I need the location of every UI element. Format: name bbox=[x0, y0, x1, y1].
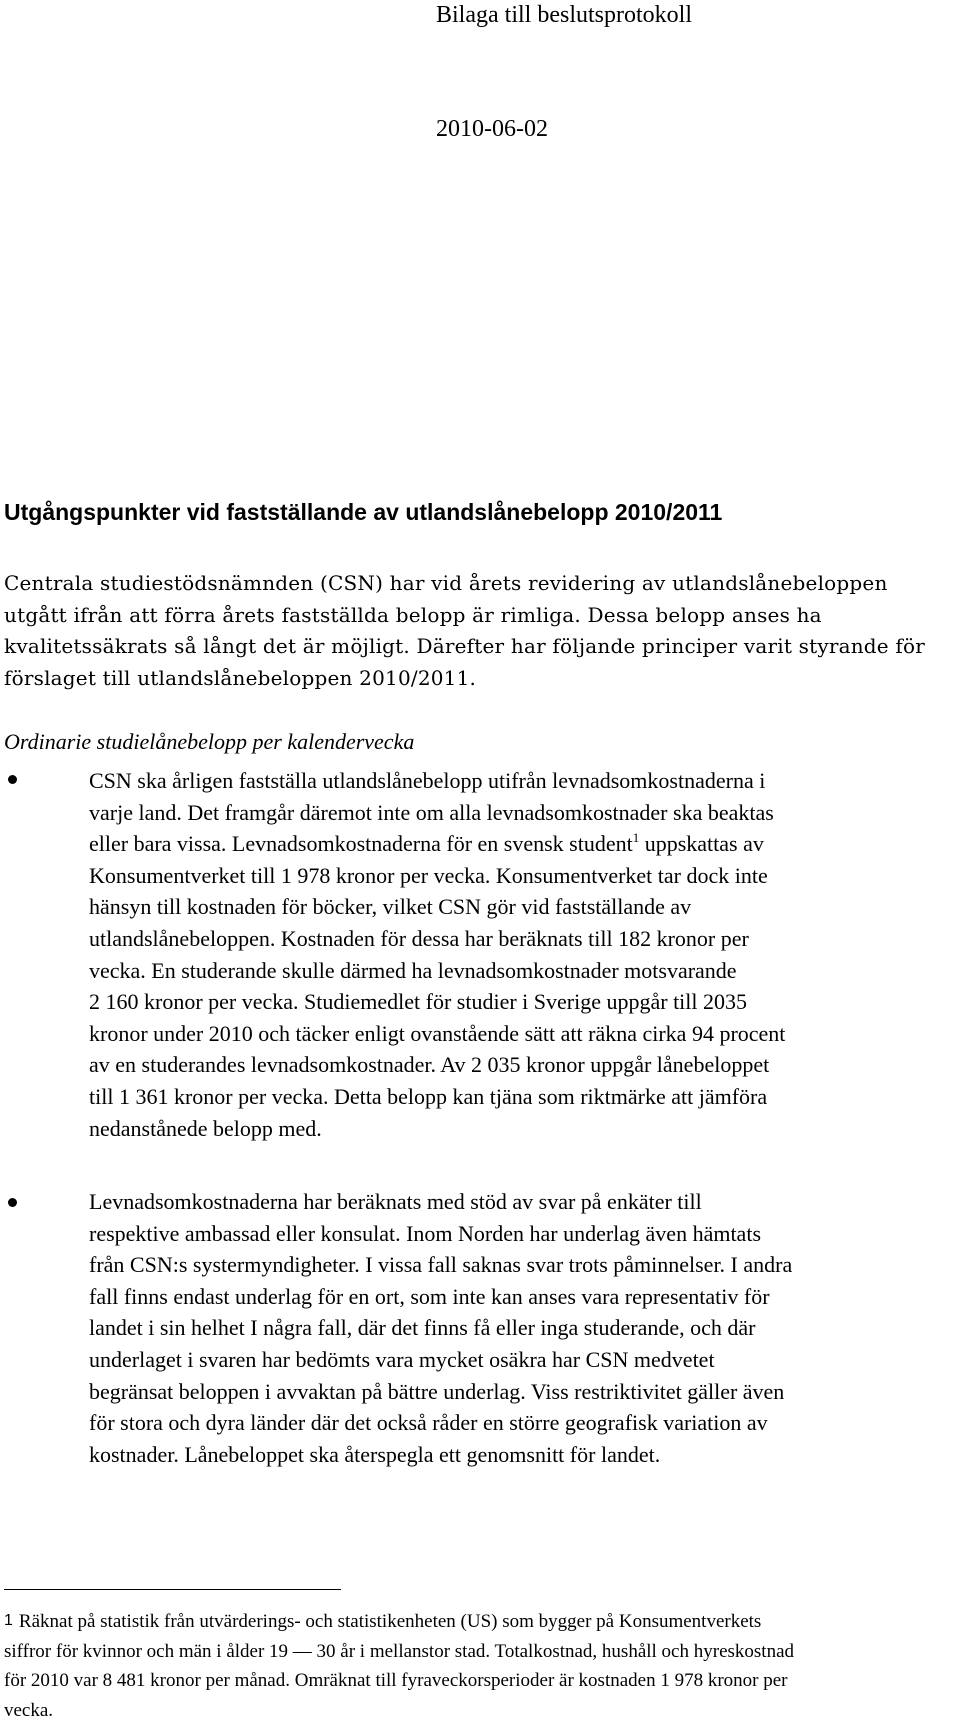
footnote-reference[interactable]: 1 bbox=[633, 830, 640, 845]
bullet-line: Konsumentverket till 1 978 kronor per vecka. Konsumentverket tar dock inte bbox=[89, 860, 955, 892]
bullet-text bbox=[89, 1186, 955, 1470]
footnote bbox=[4, 1606, 956, 1725]
bullet-line: från CSN:s systermyndigheter. I vissa fall saknas svar trots påminnelser. I andra bbox=[89, 1249, 955, 1281]
bullet-line: respektive ambassad eller konsulat. Inom Norden har underlag även hämtats bbox=[89, 1218, 955, 1250]
bullet-line: till 1 361 kronor per vecka. Detta belopp kan tjäna som riktmärke att jämföra bbox=[89, 1081, 955, 1113]
bullet-line: hänsyn till kostnaden för böcker, vilket CSN gör vid fastställande av bbox=[89, 891, 955, 923]
bullet-line: landet i sin helhet I några fall, där det finns få eller inga studerande, och där bbox=[89, 1312, 955, 1344]
bullet-text-segment: uppskattas av bbox=[639, 831, 764, 856]
bullet-line: vecka. En studerande skulle därmed ha levnadsomkostnader motsvarande bbox=[89, 955, 955, 987]
bullet-line: utlandslånebeloppen. Kostnaden för dessa har beräknats till 182 kronor per bbox=[89, 923, 955, 955]
bullet-line: fall finns endast underlag för en ort, som inte kan anses vara representativ för bbox=[89, 1281, 955, 1313]
bullet-icon bbox=[8, 775, 17, 784]
intro-paragraph bbox=[4, 568, 956, 694]
intro-line: kvalitetssäkrats så långt det är möjligt. Därefter har följande principer varit styrande för bbox=[4, 631, 956, 663]
bullet-line: av en studerandes levnadsomkostnader. Av 2 035 kronor uppgår lånebeloppet bbox=[89, 1049, 955, 1081]
intro-line: förslaget till utlandslånebeloppen 2010/2011. bbox=[4, 663, 956, 695]
intro-line: Centrala studiestödsnämnden (CSN) har vid årets revidering av utlandslånebeloppen bbox=[4, 568, 956, 600]
footnote-divider bbox=[4, 1589, 341, 1590]
bullet-line: för stora och dyra länder där det också råder en större geografisk variation av bbox=[89, 1407, 955, 1439]
intro-line: utgått ifrån att förra årets fastställda belopp är rimliga. Dessa belopp anses ha bbox=[4, 600, 956, 632]
footnote-number: 1 bbox=[4, 1612, 13, 1629]
bullet-text bbox=[89, 765, 955, 1144]
bullet-line: varje land. Det framgår däremot inte om alla levnadsomkostnader ska beaktas bbox=[89, 797, 955, 829]
bullet-line bbox=[89, 828, 955, 860]
bullet-line: kronor under 2010 och täcker enligt ovanstående sätt att räkna cirka 94 procent bbox=[89, 1018, 955, 1050]
section-subheading: Ordinarie studielånebelopp per kalendervecka bbox=[4, 727, 414, 757]
bullet-line: Levnadsomkostnaderna har beräknats med stöd av svar på enkäter till bbox=[89, 1186, 955, 1218]
bullet-line: 2 160 kronor per vecka. Studiemedlet för studier i Sverige uppgår till 2035 bbox=[89, 986, 955, 1018]
footnote-line: vecka. bbox=[4, 1696, 956, 1725]
document-date: 2010-06-02 bbox=[436, 115, 548, 143]
footnote-line bbox=[4, 1606, 956, 1637]
bullet-icon bbox=[8, 1198, 17, 1207]
bullet-line: CSN ska årligen fastställa utlandslånebelopp utifrån levnadsomkostnaderna i bbox=[89, 765, 955, 797]
page-title: Utgångspunkter vid fastställande av utlandslånebelopp 2010/2011 bbox=[4, 498, 722, 526]
bullet-line: underlaget i svaren har bedömts vara mycket osäkra har CSN medvetet bbox=[89, 1344, 955, 1376]
footnote-text-segment: Räknat på statistik från utvärderings- och statistikenheten (US) som bygger på Konsumentverkets bbox=[19, 1611, 761, 1632]
footnote-line: siffror för kvinnor och män i ålder 19 — 30 år i mellanstor stad. Totalkostnad, hushåll och hyreskostnad bbox=[4, 1637, 956, 1667]
bullet-line: nedanstånede belopp med. bbox=[89, 1113, 955, 1145]
bullet-text-segment: eller bara vissa. Levnadsomkostnaderna för en svensk student bbox=[89, 831, 633, 856]
document-label: Bilaga till beslutsprotokoll bbox=[436, 1, 692, 29]
bullet-line: begränsat beloppen i avvaktan på bättre underlag. Viss restriktivitet gäller även bbox=[89, 1376, 955, 1408]
bullet-line: kostnader. Lånebeloppet ska återspegla ett genomsnitt för landet. bbox=[89, 1439, 955, 1471]
footnote-line: för 2010 var 8 481 kronor per månad. Omräknat till fyraveckorsperioder är kostnaden 1 978 kronor per bbox=[4, 1666, 956, 1696]
